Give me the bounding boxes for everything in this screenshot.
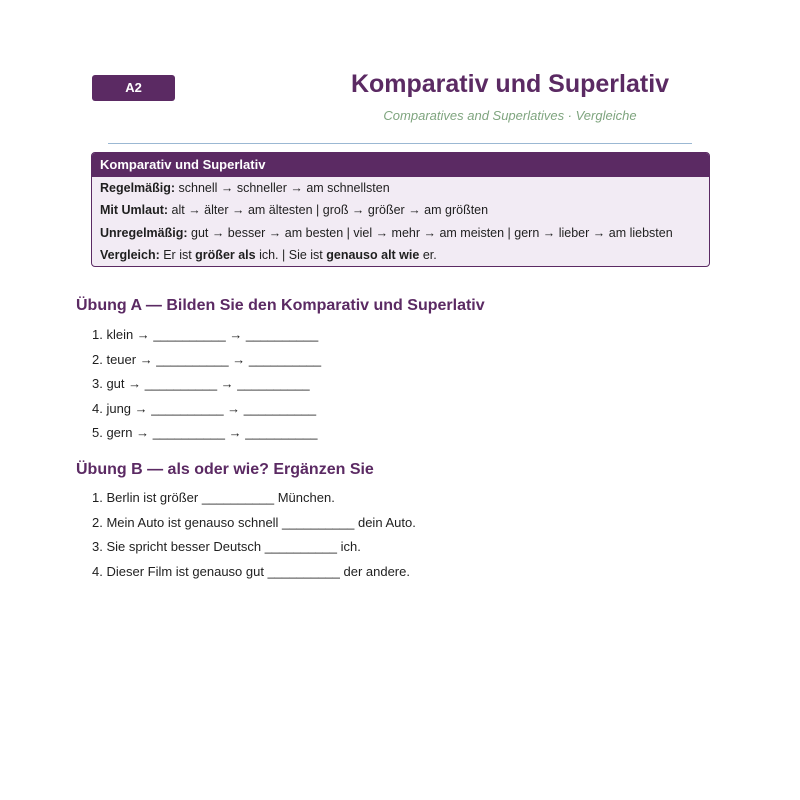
rule-line [92,244,709,266]
rule-label: Mit Umlaut: [100,203,169,218]
exercise-a-title: Übung A — Bilden Sie den Komparativ und Superlativ [76,297,485,314]
exercise-item: 4. Dieser Film ist genauso gut __________ der andere. [92,563,410,579]
exercise-item: 1. Berlin ist größer __________ München. [92,490,335,505]
rule-box-heading: Komparativ und Superlativ [92,153,709,177]
rule-label: Unregelmäßig: [100,225,188,240]
exercise-item: 2. teuer → __________ → __________ [92,351,322,367]
exercise-item: 3. Sie spricht besser Deutsch __________ ich. [92,539,361,554]
rule-text: alt → älter → am ältesten | groß → größer → am größten [168,203,489,218]
exercise-item: 2. Mein Auto ist genauso schnell __________ dein Auto. [92,514,416,530]
rule-line [92,199,709,221]
rule-emphasis: genauso alt wie [326,247,420,262]
page-title: Komparativ und Superlativ [350,70,670,98]
exercise-item: 4. jung → __________ → __________ [92,400,317,416]
level-badge: A2 [92,75,175,101]
rule-line [92,222,709,244]
rule-label: Vergleich: [100,247,160,262]
rule-lines [92,177,709,266]
rule-text: gut → besser → am besten | viel → mehr → am meisten | gern → lieber → am liebsten [187,225,673,240]
exercise-item: 1. klein → __________ → __________ [92,327,319,342]
rule-emphasis: größer als [195,247,256,262]
exercise-b-title: Übung B — als oder wie? Ergänzen Sie [76,461,374,478]
header-divider [108,143,692,144]
grammar-rule-box [91,152,710,267]
rule-text: Er ist [159,247,196,262]
exercise-item: 5. gern → __________ → __________ [92,425,318,440]
exercise-item: 3. gut → __________ → __________ [92,376,310,391]
rule-line [92,177,709,199]
rule-label: Regelmäßig: [100,181,176,195]
page-subtitle: Comparatives and Superlatives · Vergleiche [383,108,637,123]
rule-text: ich. | Sie ist [255,247,327,262]
rule-text: schnell → schneller → am schnellsten [175,181,390,195]
rule-text: er. [419,247,437,262]
